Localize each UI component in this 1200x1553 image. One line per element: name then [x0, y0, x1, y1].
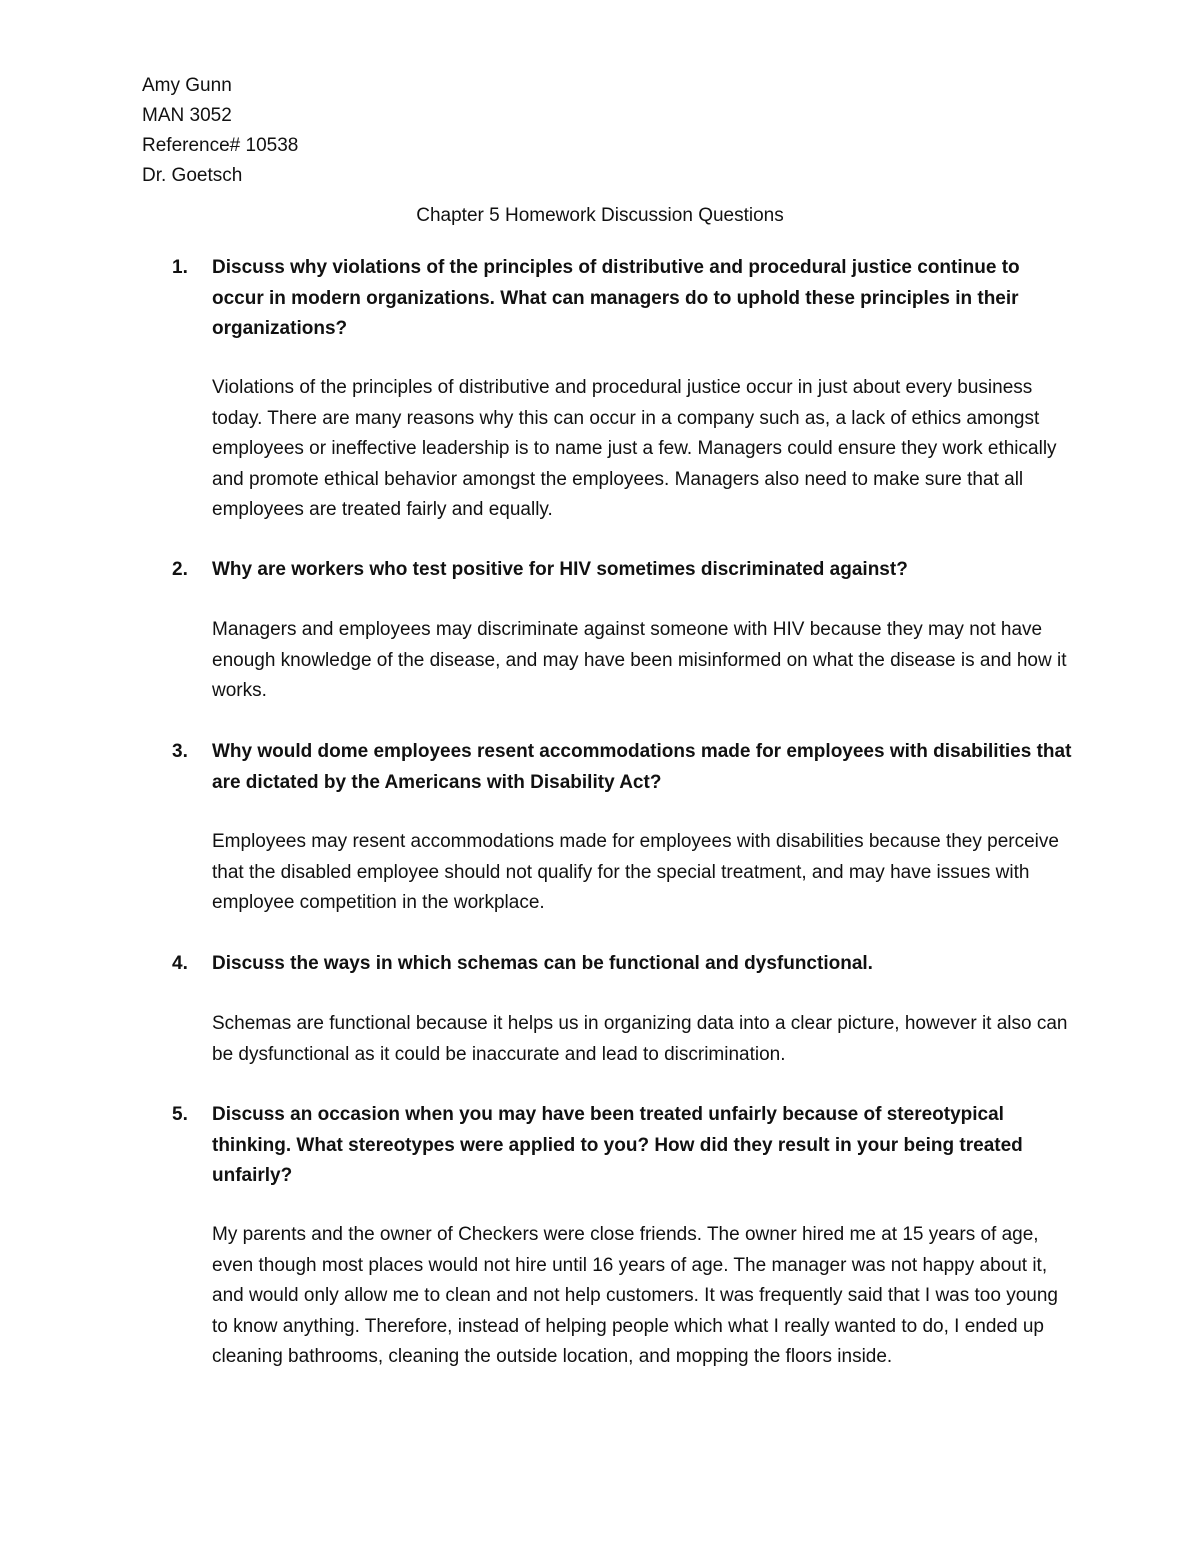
question-text: Why would dome employees resent accommodations made for employees with disabilities that are dictated by the Americans with Disability Act?	[212, 741, 1072, 793]
answer-text: My parents and the owner of Checkers were close friends. The owner hired me at 15 years of age, even though most places would not hire until 16 years of age. The manager was not happy about it, and would only allow me to clean and not help customers. It was frequently said that I was too young to know anything. Therefore, instead of helping people which what I really wanted to do, I ended up cleaning bathrooms, cleaning the outside location, and mopping the floors inside.	[212, 1224, 1058, 1367]
question-number: 2.	[172, 559, 188, 580]
question-text: Discuss the ways in which schemas can be functional and dysfunctional.	[212, 953, 873, 974]
question-text: Why are workers who test positive for HIV sometimes discriminated against?	[212, 559, 908, 580]
answer-text: Violations of the principles of distributive and procedural justice occur in just about every business today. There are many reasons why this can occur in a company such as, a lack of ethics amongst employees or ineffective leadership is to name just a few. Managers could ensure they work ethically and promote ethical behavior amongst the employees. Managers also need to make sure that all employees are treated fairly and equally.	[212, 377, 1057, 520]
student-name: Amy Gunn	[142, 75, 232, 96]
answer-text: Managers and employees may discriminate against someone with HIV because they may not have enough knowledge of the disease, and may have been misinformed on what the disease is and how it works.	[212, 619, 1067, 701]
question-text: Discuss an occasion when you may have been treated unfairly because of stereotypical thinking. What stereotypes were applied to you? How did they result in your being treated unfairly?	[212, 1104, 1023, 1186]
document-title: Chapter 5 Homework Discussion Questions	[416, 205, 784, 226]
answer-text: Schemas are functional because it helps us in organizing data into a clear picture, however it also can be dysfunctional as it could be inaccurate and lead to discrimination.	[212, 1013, 1068, 1065]
course-code: MAN 3052	[142, 105, 232, 126]
question-number: 4.	[172, 953, 188, 974]
question-number: 5.	[172, 1104, 188, 1125]
instructor-name: Dr. Goetsch	[142, 165, 243, 186]
question-text: Discuss why violations of the principles of distributive and procedural justice continue to occur in modern organizations. What can managers do to uphold these principles in their organizations?	[212, 257, 1020, 339]
reference-number: Reference# 10538	[142, 135, 299, 156]
question-number: 3.	[172, 741, 188, 762]
question-number: 1.	[172, 257, 188, 278]
student-header	[142, 71, 298, 191]
answer-text: Employees may resent accommodations made for employees with disabilities because they perceive that the disabled employee should not qualify for the special treatment, and may have issues with employee competition in the workplace.	[212, 831, 1059, 913]
